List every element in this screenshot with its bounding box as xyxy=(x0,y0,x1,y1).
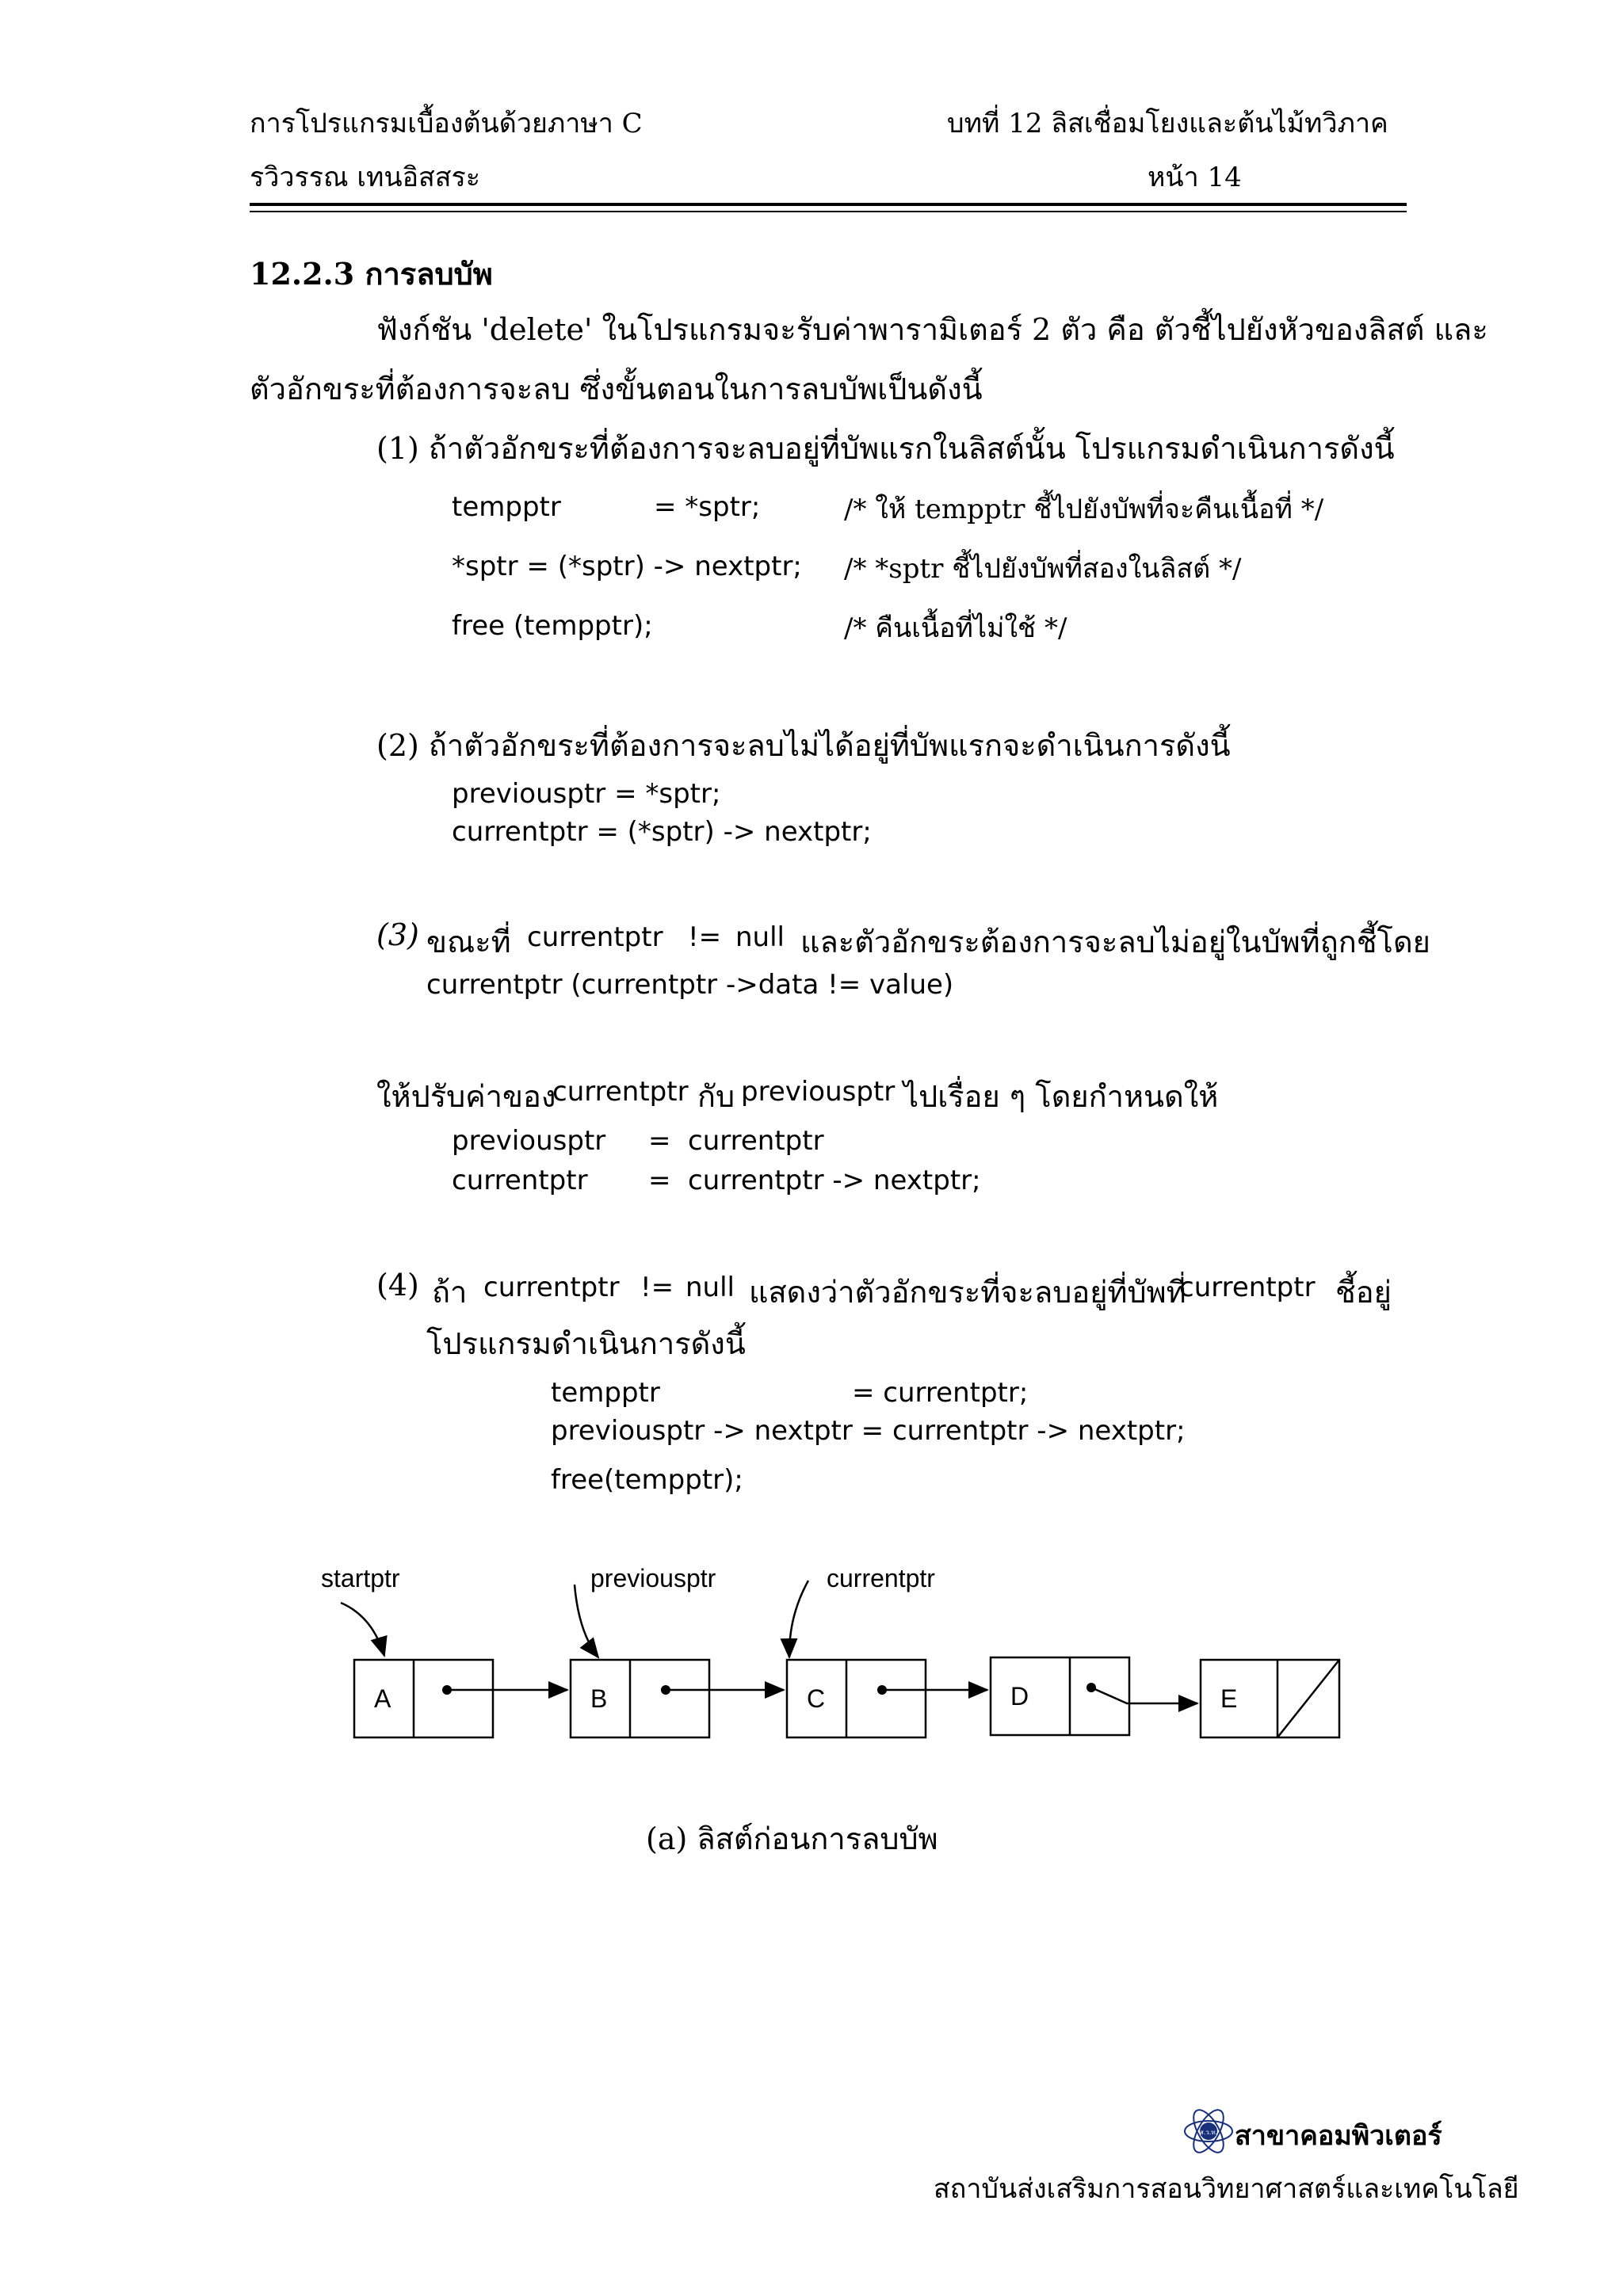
step4-text-2: แสดงว่าตัวอักขระที่จะลบอยู่ที่บัพที่ xyxy=(749,1275,1186,1310)
adjust-code-2-lhs: currentptr xyxy=(452,1165,588,1196)
step3-text-2: และตัวอักขระต้องการจะลบไม่อยู่ในบัพที่ถูกชี้โดย xyxy=(800,925,1430,959)
adjust-code-1-eq: = xyxy=(648,1125,671,1157)
adjust-code-1-rhs: currentptr xyxy=(688,1125,824,1157)
adjust-text-2: กับ xyxy=(697,1079,735,1114)
pointer-label-startptr: startptr xyxy=(321,1564,400,1592)
step4-line-2: โปรแกรมดำเนินการดังนี้ xyxy=(426,1326,746,1361)
adjust-code-2-rhs: currentptr -> nextptr; xyxy=(688,1165,981,1196)
step1-code-3: free (tempptr); xyxy=(452,610,653,642)
adjust-text-1: ให้ปรับค่าของ xyxy=(376,1079,556,1114)
step1-code-1-rhs: = *sptr; xyxy=(654,491,761,523)
step1-code-1-lhs: tempptr xyxy=(452,491,561,523)
step4-text-1: ถ้า xyxy=(432,1275,468,1310)
adjust-code-2-eq: = xyxy=(648,1165,671,1196)
header-chapter-title: บทที่ 12 ลิสเชื่อมโยงและต้นไม้ทวิภาค xyxy=(947,108,1388,139)
header-page-number: หน้า 14 xyxy=(1148,162,1242,193)
step3-code-3: null xyxy=(735,921,785,953)
node-b-label: B xyxy=(590,1684,608,1713)
step1-code-2: *sptr = (*sptr) -> nextptr; xyxy=(452,551,802,582)
step1-code-1-comment: /* ให้ tempptr ชี้ไปยังบัพที่จะคืนเนื้อที่ */ xyxy=(844,494,1324,525)
step4-code-1: currentptr xyxy=(483,1272,620,1303)
adjust-code-1: currentptr xyxy=(552,1076,689,1108)
header-course-title: การโปรแกรมเบื้องต้นด้วยภาษา C xyxy=(250,108,643,139)
diagram-caption: (a) ลิสต์ก่อนการลบบัพ xyxy=(646,1821,938,1856)
step4-code-line-1-lhs: tempptr xyxy=(551,1377,660,1409)
step1-code-3-comment: /* คืนเนื้อที่ไม่ใช้ */ xyxy=(844,612,1067,644)
footer-institute: สถาบันส่งเสริมการสอนวิทยาศาสตร์และเทคโนโลยี xyxy=(934,2173,1519,2205)
node-c-label: C xyxy=(807,1684,826,1713)
step3-text-1: ขณะที่ xyxy=(426,925,511,959)
step2-code-1: previousptr = *sptr; xyxy=(452,778,721,810)
section-heading: 12.2.3 การลบบัพ xyxy=(250,256,493,292)
node-d-label: D xyxy=(1010,1682,1029,1711)
step1-code-2-comment: /* *sptr ชี้ไปยังบัพที่สองในลิสต์ */ xyxy=(844,553,1242,585)
list-node-a xyxy=(354,1660,493,1737)
previousptr-arrow xyxy=(575,1585,598,1657)
adjust-code-2: previousptr xyxy=(741,1076,896,1108)
step4-code-line-2: previousptr -> nextptr = currentptr -> nextptr; xyxy=(551,1415,1186,1447)
step1-text: (1) ถ้าตัวอักขระที่ต้องการจะลบอยู่ที่บัพแรกในลิสต์นั้น โปรแกรมดำเนินการดังนี้ xyxy=(376,431,1395,466)
pointer-label-previousptr: previousptr xyxy=(590,1564,716,1592)
node-e-label: E xyxy=(1220,1684,1238,1713)
startptr-arrow xyxy=(341,1603,384,1656)
list-node-c xyxy=(787,1660,926,1737)
step4-number: (4) xyxy=(376,1268,419,1302)
node-a-label: A xyxy=(374,1684,391,1713)
step4-code-2: != xyxy=(640,1272,674,1303)
logo-text: ส.ว.ท. xyxy=(1199,2129,1218,2136)
step4-code-line-3: free(tempptr); xyxy=(551,1464,743,1496)
footer-department: สาขาคอมพิวเตอร์ xyxy=(1235,2120,1442,2152)
step4-code-line-1-rhs: = currentptr; xyxy=(852,1377,1029,1409)
step3-code-2: != xyxy=(688,921,722,953)
null-slash xyxy=(1277,1660,1339,1737)
step3-number: (3) xyxy=(376,917,419,952)
intro-line-1: ฟังก์ชัน 'delete' ในโปรแกรมจะรับค่าพารามิเตอร์ 2 ตัว คือ ตัวชี้ไปยังหัวของลิสต์ และ xyxy=(376,312,1488,347)
step2-code-2: currentptr = (*sptr) -> nextptr; xyxy=(452,816,872,848)
step4-text-3: ชี้อยู่ xyxy=(1335,1275,1392,1310)
step3-code-1: currentptr xyxy=(527,921,663,953)
header-author: รวิวรรณ เทนอิสสระ xyxy=(250,162,481,193)
adjust-text-3: ไปเรื่อย ๆ โดยกำหนดให้ xyxy=(903,1079,1219,1114)
currentptr-arrow xyxy=(789,1581,808,1657)
list-node-b xyxy=(571,1660,709,1737)
step4-code-4: currentptr xyxy=(1179,1272,1316,1303)
step3-line-2: currentptr (currentptr ->data != value) xyxy=(426,969,954,1001)
adjust-code-1-lhs: previousptr xyxy=(452,1125,606,1157)
list-node-e xyxy=(1201,1660,1339,1737)
institute-logo-icon xyxy=(1181,2103,1236,2159)
intro-line-2: ตัวอักขระที่ต้องการจะลบ ซึ่งขั้นตอนในการลบบัพเป็นดังนี้ xyxy=(250,372,983,406)
next-arrow-d-e xyxy=(1091,1688,1197,1703)
step4-code-3: null xyxy=(685,1272,735,1303)
step2-text: (2) ถ้าตัวอักขระที่ต้องการจะลบไม่ได้อยู่ที่บัพแรกจะดำเนินการดังนี้ xyxy=(376,728,1231,763)
pointer-label-currentptr: currentptr xyxy=(827,1564,935,1592)
